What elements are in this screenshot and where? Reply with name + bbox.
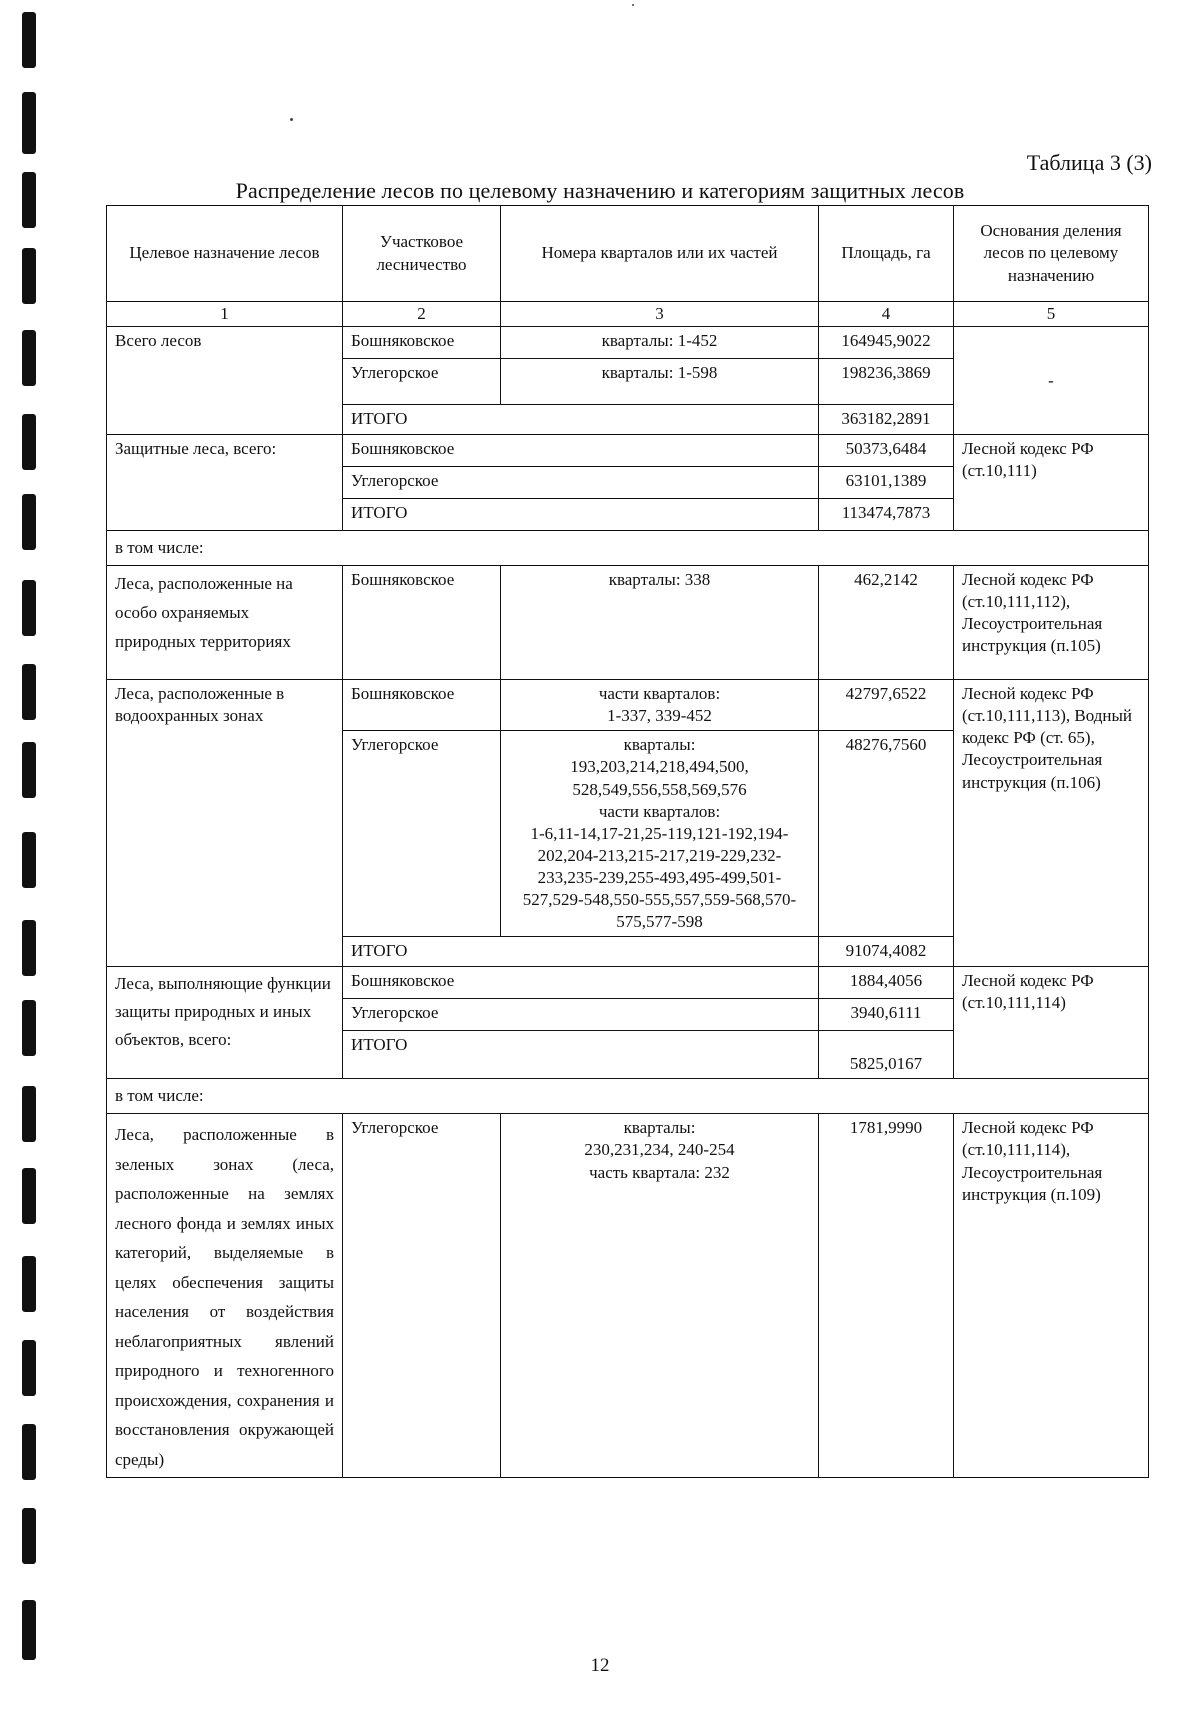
area-cell: 363182,2891: [819, 405, 954, 435]
quarters-line: части кварталов:: [598, 684, 721, 704]
forest-distribution-table: [106, 205, 1149, 1478]
basis-cell: Лесной кодекс РФ (ст.10,111): [954, 435, 1149, 531]
district-cell: Углегорское: [343, 731, 501, 937]
district-cell: Бошняковское: [343, 435, 819, 467]
area-cell: 113474,7873: [819, 499, 954, 531]
column-number-row: [107, 302, 1149, 327]
area-cell: 91074,4082: [819, 937, 954, 967]
table-row: [107, 1114, 1149, 1478]
area-cell: 462,2142: [819, 566, 954, 680]
district-cell: Углегорское: [343, 467, 819, 499]
district-cell: Углегорское: [343, 1114, 501, 1478]
district-cell: Бошняковское: [343, 566, 501, 680]
table-row: [107, 435, 1149, 467]
subheader-row: [107, 1079, 1149, 1114]
scan-speck: [290, 118, 293, 121]
total-label-cell: ИТОГО: [343, 405, 819, 435]
table-row: [107, 967, 1149, 999]
table-title: Распределение лесов по целевому назначению и категориям защитных лесов: [235, 178, 965, 203]
purpose-cell: Всего лесов: [107, 327, 343, 435]
subheader-cell: в том числе:: [107, 531, 1149, 566]
scan-speck: [632, 4, 634, 6]
area-cell: 164945,9022: [819, 327, 954, 359]
district-cell: Бошняковское: [343, 967, 819, 999]
column-header: Участковое лесничество: [343, 206, 501, 302]
column-number: 4: [819, 302, 954, 327]
quarters-line: кварталы:: [623, 1118, 696, 1138]
quarters-cell: кварталы: 1-452: [501, 327, 819, 359]
quarters-line: части кварталов:: [598, 801, 721, 821]
district-cell: Углегорское: [343, 359, 501, 405]
basis-cell: Лесной кодекс РФ (ст.10,111,114), Лесоустроительная инструкция (п.109): [954, 1114, 1149, 1478]
column-number: 1: [107, 302, 343, 327]
table-row: [107, 327, 1149, 359]
page-number: 12: [590, 1655, 610, 1676]
quarters-cell: [501, 680, 819, 731]
area-cell: 50373,6484: [819, 435, 954, 467]
purpose-cell: Леса, расположенные в зеленых зонах (леса, расположенные на землях лесного фонда и землях иных категорий, выделяемые в целях обеспечения защиты населения от воздействия неблагоприятных явлений природного и техногенного происхождения, сохранения и восстановления окружающей среды): [107, 1114, 343, 1478]
total-label-cell: ИТОГО: [343, 1031, 819, 1079]
total-label-cell: ИТОГО: [343, 937, 819, 967]
quarters-cell: кварталы: 338: [501, 566, 819, 680]
column-header: Площадь, га: [819, 206, 954, 302]
column-header: Номера кварталов или их частей: [501, 206, 819, 302]
quarters-line: часть квартала: 232: [589, 1162, 730, 1182]
quarters-line: 230,231,234, 240-254: [584, 1140, 735, 1160]
column-header: Основания деления лесов по целевому назначению: [954, 206, 1149, 302]
quarters-line: 528,549,556,558,569,576: [572, 779, 747, 799]
quarters-line: 193,203,214,218,494,500,: [570, 757, 749, 777]
purpose-cell: Защитные леса, всего:: [107, 435, 343, 531]
area-cell: 5825,0167: [819, 1031, 954, 1079]
column-number: 3: [501, 302, 819, 327]
area-cell: 1781,9990: [819, 1114, 954, 1478]
subheader-row: [107, 531, 1149, 566]
area-cell: 42797,6522: [819, 680, 954, 731]
area-cell: 198236,3869: [819, 359, 954, 405]
basis-cell: Лесной кодекс РФ (ст.10,111,112), Лесоустроительная инструкция (п.105): [954, 566, 1149, 680]
purpose-cell: Леса, выполняющие функции защиты природных и иных объектов, всего:: [107, 967, 343, 1079]
basis-cell: -: [954, 327, 1149, 435]
quarters-line: кварталы:: [623, 735, 696, 755]
basis-cell: Лесной кодекс РФ (ст.10,111,114): [954, 967, 1149, 1079]
table-row: [107, 566, 1149, 680]
subheader-cell: в том числе:: [107, 1079, 1149, 1114]
table-header-row: [107, 206, 1149, 302]
quarters-cell: [501, 731, 819, 937]
district-cell: Углегорское: [343, 999, 819, 1031]
column-header: Целевое назначение лесов: [107, 206, 343, 302]
quarters-line: 1-337, 339-452: [607, 706, 712, 726]
purpose-cell: Леса, расположенные на особо охраняемых природных территориях: [107, 566, 343, 680]
area-cell: 1884,4056: [819, 967, 954, 999]
basis-cell: Лесной кодекс РФ (ст.10,111,113), Водный кодекс РФ (ст. 65), Лесоустроительная инструкция (п.106): [954, 680, 1149, 967]
quarters-cell: кварталы: 1-598: [501, 359, 819, 405]
purpose-cell: Леса, расположенные в водоохранных зонах: [107, 680, 343, 967]
area-cell: 3940,6111: [819, 999, 954, 1031]
quarters-line: 1-6,11-14,17-21,25-119,121-192,194-202,204-213,215-217,219-229,232-233,235-239,255-493,495-499,501-527,529-548,550-555,557,559-568,570-575,577-598: [522, 823, 797, 932]
total-label-cell: ИТОГО: [343, 499, 819, 531]
binding-holes: [8, 0, 48, 1712]
area-cell: 63101,1389: [819, 467, 954, 499]
column-number: 5: [954, 302, 1149, 327]
table-row: [107, 680, 1149, 731]
quarters-cell: [501, 1114, 819, 1478]
column-number: 2: [343, 302, 501, 327]
area-cell: 48276,7560: [819, 731, 954, 937]
district-cell: Бошняковское: [343, 327, 501, 359]
district-cell: Бошняковское: [343, 680, 501, 731]
table-number: Таблица 3 (3): [1026, 150, 1152, 175]
